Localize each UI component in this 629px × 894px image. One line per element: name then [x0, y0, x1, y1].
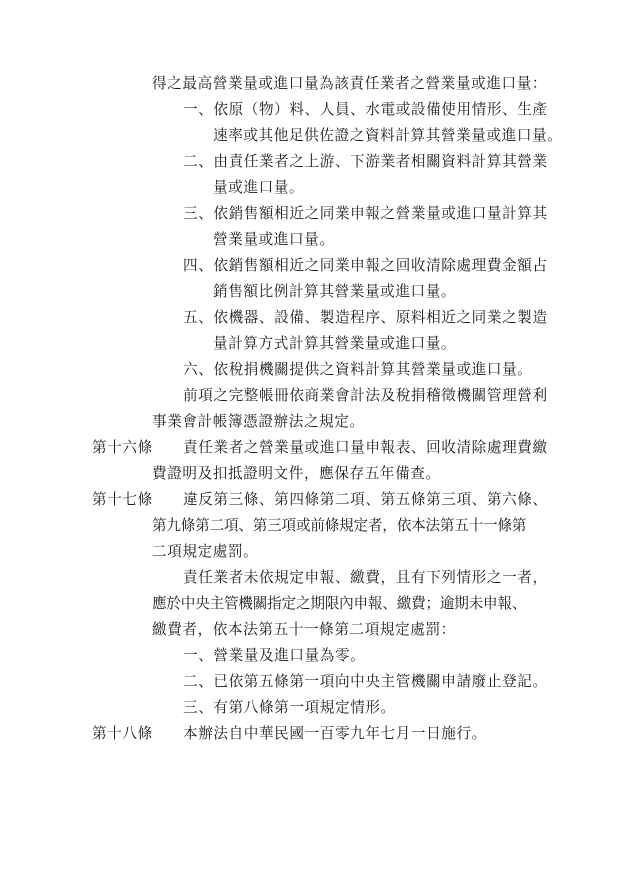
- article-16-label: 第十六條: [92, 439, 153, 456]
- item-4-line-2: 銷售額比例計算其營業量或進口量。: [213, 283, 457, 300]
- item-3-line-2: 營業量或進口量。: [213, 231, 335, 248]
- intro-line: 得之最高營業量或進口量為該責任業者之營業量或進口量：: [152, 75, 548, 92]
- item-2-line-1: 二、由責任業者之上游、下游業者相關資料計算其營業: [183, 153, 548, 170]
- item-5-line-2: 量計算方式計算其營業量或進口量。: [213, 335, 457, 352]
- article-17-item-2: 二、已依第五條第一項向中央主管機關申請廢止登記。: [183, 673, 548, 690]
- article-17-p2-line-2: 應於中央主管機關指定之期限內申報、繳費；逾期未申報、: [152, 595, 527, 612]
- article-17-p2-line-3: 繳費者，依本法第五十一條第二項規定處罰：: [152, 621, 456, 638]
- article-17-line-3: 二項規定處罰。: [152, 543, 259, 560]
- para2-line-1: 前項之完整帳冊依商業會計法及稅捐稽徵機關管理營利: [183, 387, 548, 404]
- article-16-line-2: 費證明及扣抵證明文件，應保存五年備查。: [152, 465, 441, 482]
- article-16-line-1: 責任業者之營業量或進口量申報表、回收清除處理費繳: [183, 439, 548, 456]
- article-17-line-2: 第九條第二項、第三項或前條規定者，依本法第五十一條第: [152, 517, 527, 534]
- para2-line-2: 事業會計帳簿憑證辦法之規定。: [152, 413, 365, 430]
- item-6-line-1: 六、依稅捐機關提供之資料計算其營業量或進口量。: [183, 361, 533, 378]
- item-1-line-2: 速率或其他足供佐證之資料計算其營業量或進口量。: [213, 127, 563, 144]
- article-17-line-1: 違反第三條、第四條第二項、第五條第三項、第六條、: [183, 491, 548, 508]
- article-17-p2-line-1: 責任業者未依規定申報、繳費，且有下列情形之一者，: [183, 569, 548, 586]
- item-4-line-1: 四、依銷售額相近之同業申報之回收清除處理費金額占: [183, 257, 548, 274]
- article-17-label: 第十七條: [92, 491, 153, 508]
- article-17-item-1: 一、營業量及進口量為零。: [183, 647, 366, 664]
- item-1-line-1: 一、依原（物）料、人員、水電或設備使用情形、生產: [183, 101, 548, 118]
- item-5-line-1: 五、依機器、設備、製造程序、原料相近之同業之製造: [183, 309, 548, 326]
- item-2-line-2: 量或進口量。: [213, 179, 305, 196]
- article-18-label: 第十八條: [92, 725, 153, 742]
- item-3-line-1: 三、依銷售額相近之同業申報之營業量或進口量計算其: [183, 205, 548, 222]
- article-18-line-1: 本辦法自中華民國一百零九年七月一日施行。: [183, 725, 487, 742]
- article-17-item-3: 三、有第八條第一項規定情形。: [183, 699, 396, 716]
